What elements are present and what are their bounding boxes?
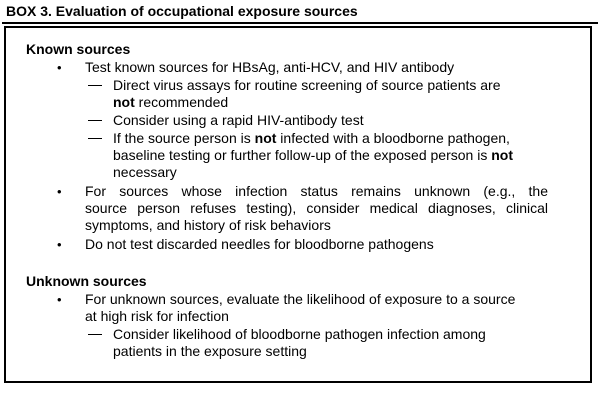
known-sub-1c-line3: necessary [113,164,177,180]
known-bullet-2-line3: symptoms, and history of risk behaviors [85,217,331,233]
bullet-marker: • [57,292,62,307]
emphasis-not: not [113,94,135,110]
text-span: For sources whose infection status remains unknown (e.g., the [85,183,548,199]
unknown-sub-1-line1: Consider likelihood of bloodborne pathogen infection among [113,326,486,342]
known-sub-1a-line2 [113,94,228,111]
text-span: baseline testing or further follow-up of the exposed person is [113,147,492,163]
unknown-sub-1-line2: patients in the exposure setting [113,343,307,359]
title-rule [2,22,598,24]
known-sources-heading: Known sources [26,41,131,57]
known-bullet-2-line1 [85,183,548,200]
unknown-sources-heading: Unknown sources [26,273,147,289]
known-sub-1c-line1 [113,130,510,147]
bullet-marker: • [57,184,62,199]
bullet-marker: • [57,60,62,75]
text-span: If the source person is [113,130,255,146]
dash-marker [88,85,102,86]
dash-marker [88,138,102,139]
emphasis-not: not [491,147,513,163]
unknown-bullet-1-line2: at high risk for infection [85,308,229,324]
text-span: recommended [134,94,229,110]
text-span: source person refuses testing), consider medical diagnoses, clinical [85,200,548,216]
dash-marker [88,120,102,121]
box-title: BOX 3. Evaluation of occupational exposure sources [6,3,358,19]
known-bullet-3: Do not test discarded needles for bloodborne pathogens [85,236,434,252]
dash-marker [88,334,102,335]
known-bullet-1: Test known sources for HBsAg, anti-HCV, and HIV antibody [85,59,455,75]
emphasis-not: not [254,130,277,146]
known-sub-1a-line1: Direct virus assays for routine screening of source patients are [113,77,501,93]
known-bullet-2-line2 [85,200,548,217]
bullet-marker: • [57,237,62,252]
text-span: infected with a bloodborne pathogen, [276,130,510,146]
unknown-bullet-1-line1: For unknown sources, evaluate the likelihood of exposure to a source [85,291,516,307]
known-sub-1b: Consider using a rapid HIV-antibody test [113,112,364,128]
known-sub-1c-line2 [113,147,513,164]
